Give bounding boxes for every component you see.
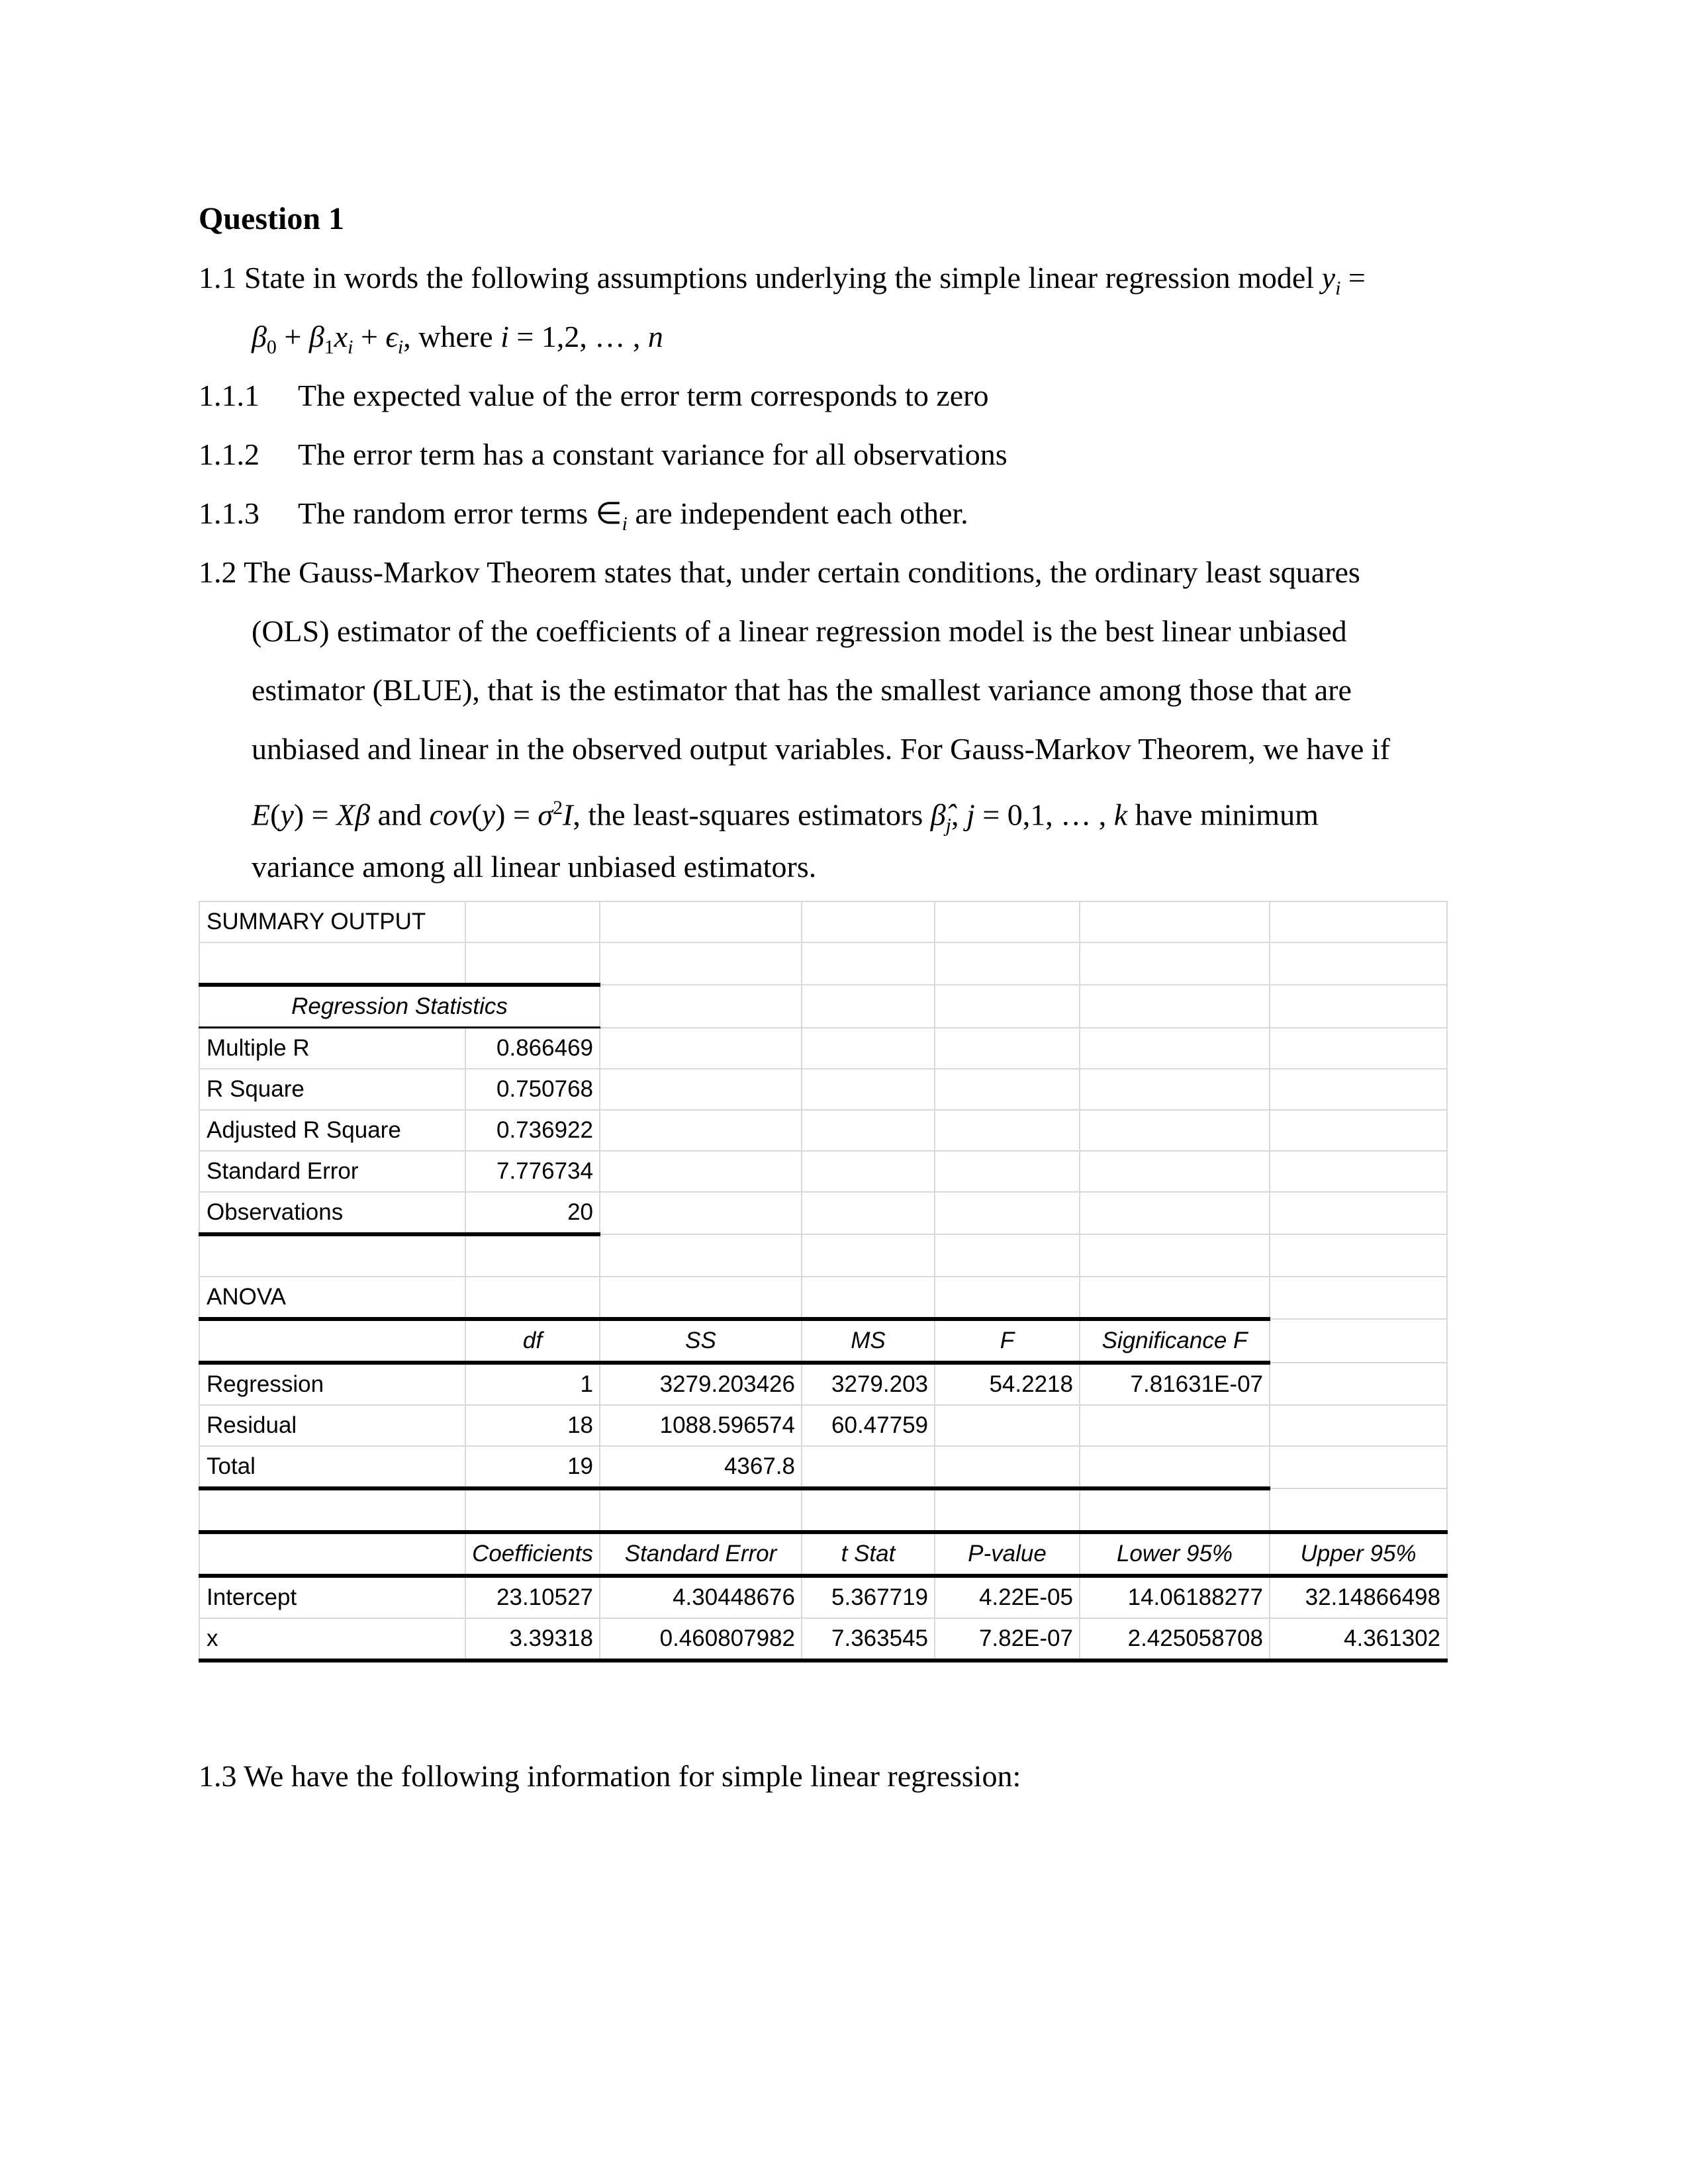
cell-r-square-label: R Square [199,1069,465,1110]
cell-residual-df: 18 [465,1405,600,1446]
cell-empty [600,1110,802,1151]
cell-coef-header-upper-95: Upper 95% [1270,1532,1447,1576]
cell-total-ss: 4367.8 [600,1446,802,1488]
cell-empty [465,1234,600,1277]
list-item-number: 1.1.3 [199,496,259,530]
cell-empty [935,1405,1080,1446]
cell-total-df: 19 [465,1446,600,1488]
cell-regression-ms: 3279.203 [802,1363,935,1405]
cell-empty [600,942,802,985]
cell-x-label: x [199,1618,465,1661]
cell-empty [802,1028,935,1069]
cell-empty [1270,1069,1447,1110]
cell-empty [802,942,935,985]
table-row [199,1532,1447,1576]
cell-regression-df: 1 [465,1363,600,1405]
cell-empty [465,1488,600,1532]
cell-r-square-value: 0.750768 [465,1069,600,1110]
cell-empty [1080,942,1270,985]
cell-x-p-value: 7.82E-07 [935,1618,1080,1661]
cell-empty [802,1110,935,1151]
cell-x-std-err: 0.460807982 [600,1618,802,1661]
cell-empty [1270,1192,1447,1234]
paragraph-1-2-line-6: variance among all linear unbiased estimators. [252,850,817,884]
cell-empty [600,1151,802,1192]
paragraph-1-2-line-4: unbiased and linear in the observed output variables. For Gauss-Markov Theorem, we have if [252,732,1390,766]
table-row [199,1576,1447,1618]
cell-empty [1270,1446,1447,1488]
cell-intercept-t-stat: 5.367719 [802,1576,935,1618]
cell-residual-ms: 60.47759 [802,1405,935,1446]
cell-empty [1080,1277,1270,1319]
table-row [199,901,1447,942]
cell-empty [802,1234,935,1277]
cell-empty [935,1234,1080,1277]
cell-empty [802,985,935,1028]
cell-empty [935,1488,1080,1532]
table-row [199,942,1447,985]
list-item-1-1-3 [199,495,968,543]
list-item-text: The random error terms $\in_i$ are independent each other. [298,496,968,535]
paragraph-1-2-line-1: 1.2 The Gauss-Markov Theorem states that, under certain conditions, the ordinary least squares [199,555,1360,589]
cell-empty [1270,1405,1447,1446]
cell-empty [802,1488,935,1532]
cell-empty [935,901,1080,942]
cell-intercept-std-err: 4.30448676 [600,1576,802,1618]
cell-x-lower-95: 2.425058708 [1080,1618,1270,1661]
list-item-number: 1.1.2 [199,437,259,471]
cell-empty [802,1192,935,1234]
paragraph-1-3: 1.3 We have the following information for simple linear regression: [199,1759,1021,1793]
cell-adjusted-r-square-label: Adjusted R Square [199,1110,465,1151]
cell-empty [1080,1110,1270,1151]
cell-anova-header-ms: MS [802,1319,935,1363]
cell-standard-error-label: Standard Error [199,1151,465,1192]
cell-empty [600,1234,802,1277]
table-row [199,1234,1447,1277]
table-row [199,1405,1447,1446]
cell-empty [1270,1151,1447,1192]
cell-coef-header-p-value: P-value [935,1532,1080,1576]
cell-observations-label: Observations [199,1192,465,1234]
table-row [199,1069,1447,1110]
cell-multiple-r-value: 0.866469 [465,1028,600,1069]
cell-empty [935,1277,1080,1319]
list-item-1-1-1 [199,377,988,414]
cell-empty [1270,1028,1447,1069]
cell-empty [600,1488,802,1532]
table-row [199,1488,1447,1532]
cell-intercept-coef: 23.10527 [465,1576,600,1618]
cell-empty [600,1028,802,1069]
table-row [199,1446,1447,1488]
cell-empty [465,901,600,942]
cell-observations-value: 20 [465,1192,600,1234]
cell-empty [935,1151,1080,1192]
cell-empty [1080,1405,1270,1446]
cell-intercept-upper-95: 32.14866498 [1270,1576,1447,1618]
cell-empty [1270,1234,1447,1277]
cell-empty [600,985,802,1028]
cell-empty [465,1277,600,1319]
table-row [199,1028,1447,1069]
cell-empty [600,901,802,942]
cell-empty [1270,1488,1447,1532]
cell-empty [1080,985,1270,1028]
table-row [199,1192,1447,1234]
cell-coef-header-lower-95: Lower 95% [1080,1532,1270,1576]
cell-empty [199,1319,465,1363]
cell-intercept-label: Intercept [199,1576,465,1618]
cell-empty [1270,1110,1447,1151]
cell-empty [935,1069,1080,1110]
cell-summary-output-label: SUMMARY OUTPUT [199,901,465,942]
paragraph-1-1-line-1: 1.1 State in words the following assumptions underlying the simple linear regression model $y_i$ = [199,261,1366,300]
cell-empty [199,1532,465,1576]
cell-coef-header-coefficients: Coefficients [465,1532,600,1576]
cell-empty [600,1069,802,1110]
paragraph-1-1-formula: $\beta_0 + \beta_1x_i + \epsilon_i$, where i = 1,2, … , n [252,320,663,359]
paragraph-1-2-line-5: E(y) = Xβ and $cov(y) = \sigma^2I$, the least-squares estimators $\betâ_j$, j = 0,1, … , k have minimum [252,797,1319,837]
cell-empty [935,942,1080,985]
cell-empty [935,1446,1080,1488]
cell-intercept-p-value: 4.22E-05 [935,1576,1080,1618]
cell-multiple-r-label: Multiple R [199,1028,465,1069]
cell-anova-header-f: F [935,1319,1080,1363]
cell-empty [802,1446,935,1488]
cell-empty [600,1277,802,1319]
cell-empty [1080,1151,1270,1192]
cell-empty [1080,1234,1270,1277]
cell-empty [199,1488,465,1532]
cell-anova-header-ss: SS [600,1319,802,1363]
table-row [199,1618,1447,1661]
cell-empty [1270,985,1447,1028]
table-row [199,1319,1447,1363]
cell-residual-label: Residual [199,1405,465,1446]
cell-empty [802,901,935,942]
cell-regression-f: 54.2218 [935,1363,1080,1405]
cell-standard-error-value: 7.776734 [465,1151,600,1192]
list-item-text: The expected value of the error term corresponds to zero [298,379,989,412]
list-item-1-1-2 [199,436,1008,473]
cell-empty [935,985,1080,1028]
table-row [199,1151,1447,1192]
cell-empty [1080,1446,1270,1488]
cell-empty [802,1277,935,1319]
cell-x-coef: 3.39318 [465,1618,600,1661]
cell-empty [1080,1192,1270,1234]
regression-summary-table [199,901,1448,1662]
paragraph-1-2-line-2: (OLS) estimator of the coefficients of a linear regression model is the best linear unbiased [252,614,1347,648]
cell-regression-sig-f: 7.81631E-07 [1080,1363,1270,1405]
cell-x-t-stat: 7.363545 [802,1618,935,1661]
cell-coef-header-t-stat: t Stat [802,1532,935,1576]
cell-empty [1270,942,1447,985]
cell-anova-label: ANOVA [199,1277,465,1319]
cell-empty [1270,1277,1447,1319]
paragraph-1-2-line-3: estimator (BLUE), that is the estimator that has the smallest variance among those that are [252,673,1352,707]
cell-empty [1080,1028,1270,1069]
cell-regression-ss: 3279.203426 [600,1363,802,1405]
table-row [199,1363,1447,1405]
cell-empty [935,1192,1080,1234]
cell-empty [465,942,600,985]
cell-intercept-lower-95: 14.06188277 [1080,1576,1270,1618]
cell-empty [1270,1363,1447,1405]
cell-residual-ss: 1088.596574 [600,1405,802,1446]
cell-empty [1080,901,1270,942]
cell-empty [935,1110,1080,1151]
cell-empty [802,1151,935,1192]
cell-regression-label: Regression [199,1363,465,1405]
cell-empty [1270,1319,1447,1363]
question-heading: Question 1 [199,201,345,236]
cell-coef-header-standard-error: Standard Error [600,1532,802,1576]
table-row [199,1110,1447,1151]
cell-empty [600,1192,802,1234]
cell-empty [1270,901,1447,942]
cell-total-label: Total [199,1446,465,1488]
table-row [199,1277,1447,1319]
cell-empty [1080,1488,1270,1532]
cell-empty [1080,1069,1270,1110]
cell-anova-header-significance-f: Significance F [1080,1319,1270,1363]
list-item-number: 1.1.1 [199,379,259,412]
list-item-text: The error term has a constant variance for all observations [298,437,1008,471]
cell-adjusted-r-square-value: 0.736922 [465,1110,600,1151]
cell-anova-header-df: df [465,1319,600,1363]
cell-x-upper-95: 4.361302 [1270,1618,1447,1661]
cell-regression-statistics-title: Regression Statistics [199,985,600,1028]
cell-empty [802,1069,935,1110]
table-row [199,985,1447,1028]
cell-empty [199,942,465,985]
cell-empty [935,1028,1080,1069]
cell-empty [199,1234,465,1277]
